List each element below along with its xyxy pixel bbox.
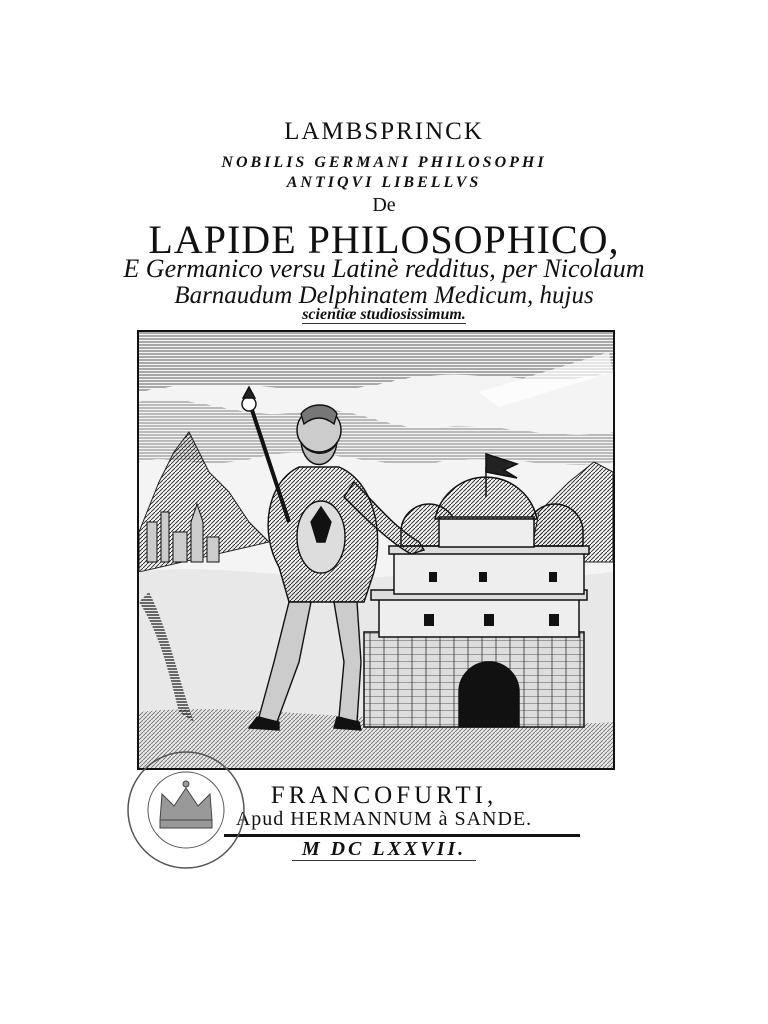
author-name: LAMBSPRINCK	[284, 118, 484, 145]
imprint-rule	[224, 834, 580, 837]
translation-line-3-text: scientiæ studiosissimum.	[302, 306, 466, 323]
translation-line-2: Barnaudum Delphinatem Medicum, hujus	[174, 282, 594, 309]
imprint-date-line	[0, 838, 768, 861]
translation-line-1: E Germanico versu Latinè redditus, per Nicolaum	[123, 254, 645, 283]
library-stamp	[124, 748, 248, 872]
main-title: LAPIDE PHILOSOPHICO,	[148, 217, 620, 262]
crown-icon	[160, 781, 212, 828]
subtitle-line-2: ANTIQVI LIBELLVS	[286, 174, 482, 191]
imprint-date: M DC LXXVII.	[292, 838, 476, 861]
subtitle-line-1: NOBILIS GERMANI PHILOSOPHI	[221, 154, 547, 171]
imprint-city: FRANCOFURTI,	[270, 782, 498, 809]
title-preposition: De	[372, 194, 396, 216]
engraving-illustration	[139, 332, 613, 768]
translation-line-3	[0, 306, 768, 324]
imprint-publisher: Apud HERMANNUM à SANDE.	[235, 808, 533, 830]
frontispiece-engraving	[137, 330, 615, 770]
